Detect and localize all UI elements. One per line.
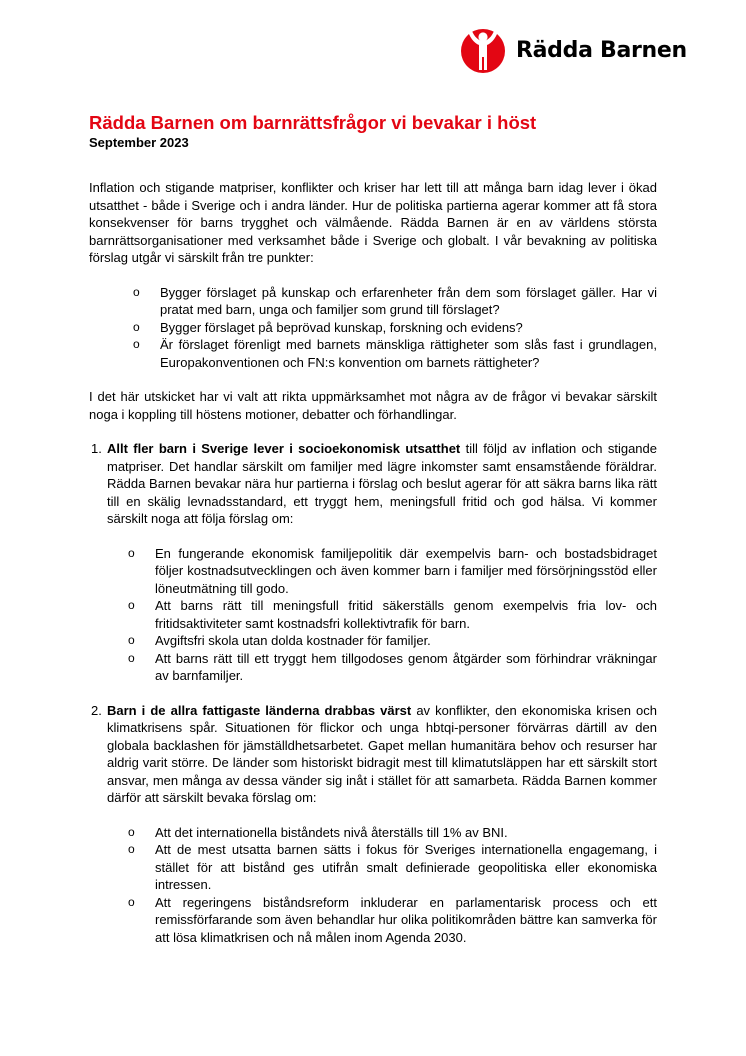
section-body: av konflikter, den ekonomiska krisen och klimatkrisens spår. Situationen för flickor och unga hbtqi-personer förvärras därtill av den globala backlashen för jämställdhetsarbetet. Gapet mellan humanitära behov och resurser har aldrig varit större. De länder som historiskt bidragit mest till klimatutsläppen har ett särskilt stort ansvar, men många av dessa vänder sig inåt i stället för att samarbeta. Rädda Barnen kommer därför att särskilt bevaka förslag om: xyxy=(107,702,657,805)
intro-paragraph: Inflation och stigande matpriser, konflikter och kriser har lett till att många barn idag lever i ökad utsatthet - både i Sverige och i andra länder. Hur de politiska partierna agerar kommer att få stora konsekvenser för barns trygghet och välmående. Rädda Barnen är en av världens största barnrättsorganisationer med verksamhet både i Sverige och globalt. I vår bevakning av politiska förslag utgår vi särskilt från tre punkter: xyxy=(89,180,657,265)
section-lead: Barn i de allra fattigaste länderna drabbas värst xyxy=(107,702,412,718)
intro-point: o Bygger förslaget på kunskap och erfarenheter från dem som förslaget gäller. Har vi pratat med barn, unga och familjer som grund till förslaget? xyxy=(133,284,657,319)
section-item: o Att regeringens biståndsreform inkluderar en parlamentarisk process och ett remissförfarande som även behandlar hur olika politikområden bättre kan samverka för att lösa klimatkrisen och nå målen inom Agenda 2030. xyxy=(128,894,657,947)
section-items xyxy=(128,545,657,685)
section-text xyxy=(107,440,657,528)
section-item: o Avgiftsfri skola utan dolda kostnader för familjer. xyxy=(128,632,657,650)
logo-text: Rädda Barnen xyxy=(516,37,687,63)
section-number: 1. xyxy=(91,441,102,456)
section-item: o Att de mest utsatta barnen sätts i fokus för Sveriges internationella engagemang, i stället för att bistånd ges utifrån smalt definierade geopolitiska eller ekonomiska intressen. xyxy=(128,841,657,894)
section-number: 2. xyxy=(91,702,102,718)
section-2 xyxy=(89,702,657,947)
intro-paragraph-2: I det här utskicket har vi valt att rikta uppmärksamhet mot några av de frågor vi bevakar särskilt noga i koppling till höstens motioner, debatter och förhandlingar. xyxy=(89,389,657,422)
intro-points xyxy=(133,284,657,372)
section-item: o En fungerande ekonomisk familjepolitik där exempelvis barn- och bostadsbidraget följer kostnadsutvecklingen och även kommer barn i familjer med försörjningsstöd eller löneutmätning till godo. xyxy=(128,545,657,598)
intro-point: o Bygger förslaget på beprövad kunskap, forskning och evidens? xyxy=(133,319,657,337)
section-item: o Att det internationella biståndets nivå återställs till 1% av BNI. xyxy=(128,824,657,842)
section-text xyxy=(107,702,657,807)
page-title: Rädda Barnen om barnrättsfrågor vi bevakar i höst xyxy=(89,112,537,133)
page-date: September 2023 xyxy=(89,135,189,150)
raddabarnen-logo-icon xyxy=(458,24,508,76)
section-item: o Att barns rätt till ett tryggt hem tillgodoses genom åtgärder som förhindrar vräkningar av barnfamiljer. xyxy=(128,650,657,685)
section-body: till följd av inflation och stigande matpriser. Det handlar särskilt om familjer med lägre inkomster samt ensamstående föräldrar. Rädda Barnen bevakar nära hur partierna i förslag och beslut agerar för att säkra barns lika rätt till en skälig levnadsstandard, ett tryggt hem, meningsfull fritid och god hälsa. Vi kommer särskilt noga att följa förslag om: xyxy=(107,441,657,526)
logo xyxy=(458,24,687,76)
intro-point: o Är förslaget förenligt med barnets mänskliga rättigheter som slås fast i grundlagen, Europakonventionen och FN:s konvention om barnets rättigheter? xyxy=(133,336,657,371)
section-1 xyxy=(89,440,657,685)
section-list xyxy=(89,440,657,946)
section-items xyxy=(128,824,657,947)
document-body xyxy=(89,179,657,963)
section-lead: Allt fler barn i Sverige lever i socioekonomisk utsatthet xyxy=(107,441,461,456)
section-item: o Att barns rätt till meningsfull fritid säkerställs genom exempelvis fria lov- och fritidsaktiviteter samt kostnadsfri kollektivtrafik för barn. xyxy=(128,597,657,632)
